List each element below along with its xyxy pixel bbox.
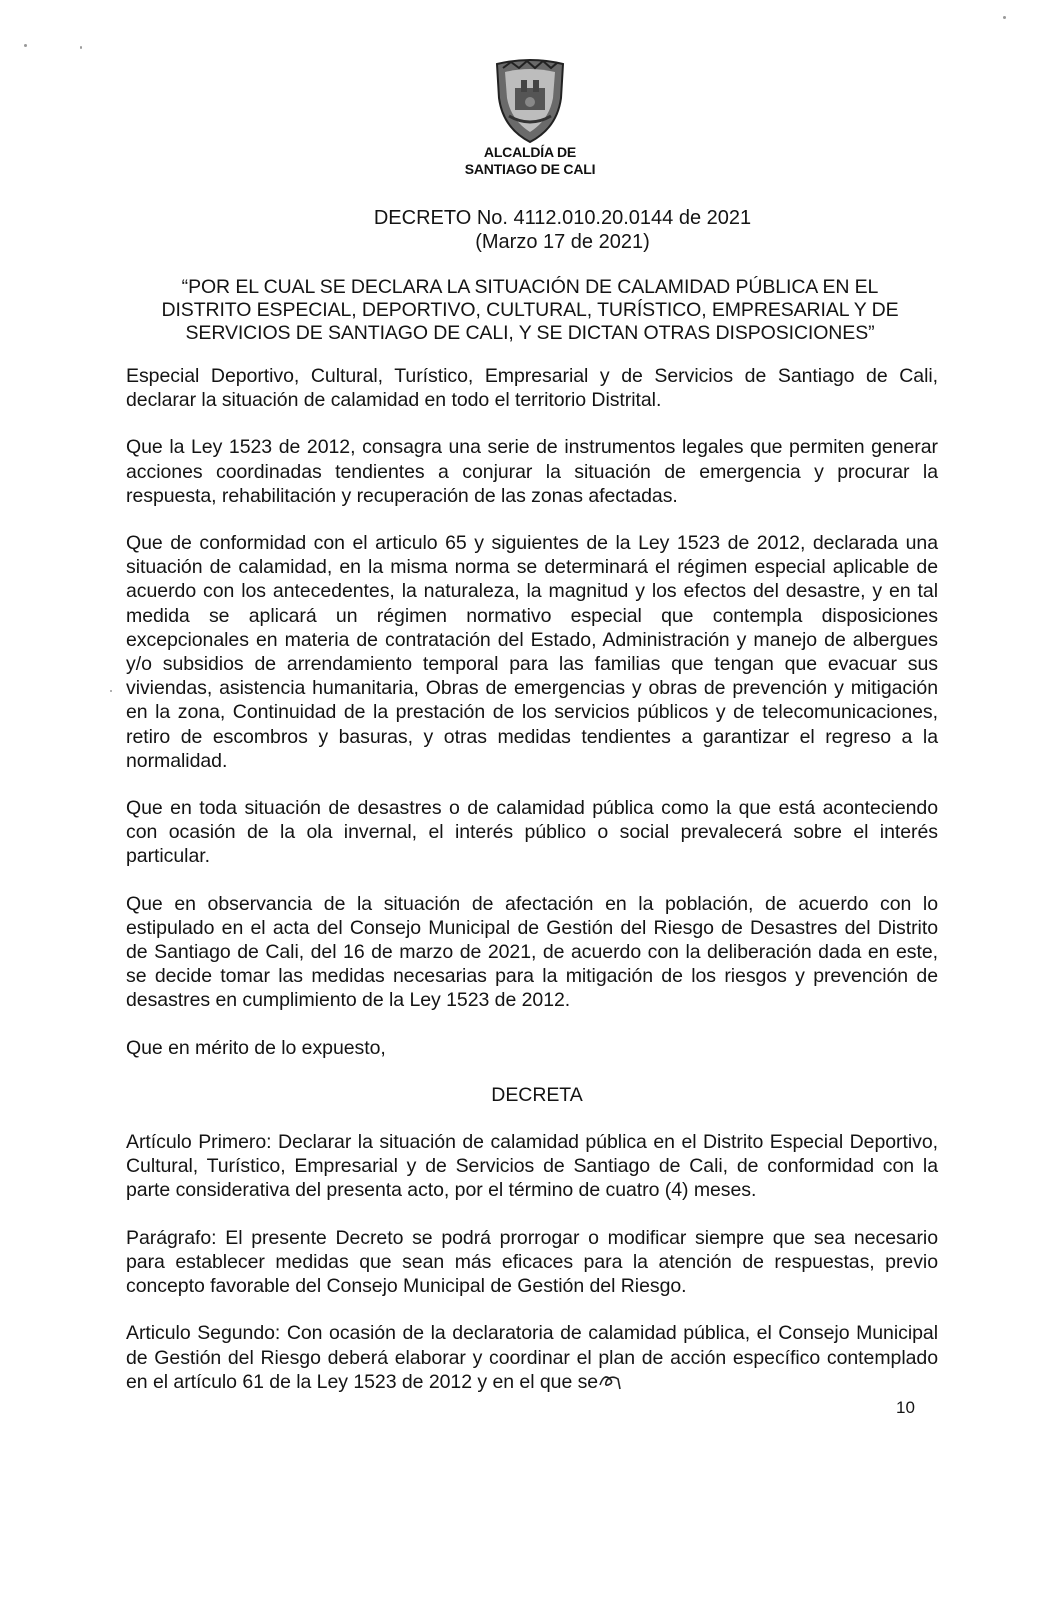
article-first: Artículo Primero: Declarar la situación de calamidad pública en el Distrito Especial Deportivo, Cultural, Turístico, Empresarial y de Servicios de Santiago de Cali, de conformidad con la parte considerativa del presenta acto, por el término de cuatro (4) meses.: [126, 1131, 938, 1202]
decree-title: [120, 276, 940, 345]
paragraph: Especial Deportivo, Cultural, Turístico, Empresarial y de Servicios de Santiago de Cali, declarar la situación de calamidad en todo el territorio Distrital.: [126, 365, 938, 412]
decree-date: (Marzo 17 de 2021): [475, 231, 650, 253]
article-paragraph: Parágrafo: El presente Decreto se podrá prorrogar o modificar siempre que sea necesario para establecer medidas que sean más eficaces para la atención de respuestas, previo concepto favorable del Consejo Municipal de Gestión del Riesgo.: [126, 1226, 938, 1298]
letterhead-line-2: SANTIAGO DE CALI: [464, 161, 596, 177]
handwritten-initial-icon: [598, 1371, 622, 1391]
article-second: [126, 1321, 938, 1394]
decree-title-line: SERVICIOS DE SANTIAGO DE CALI, Y SE DICTAN OTRAS DISPOSICIONES”: [185, 322, 875, 344]
scan-speck: [1003, 16, 1006, 19]
paragraph: Que en mérito de lo expuesto,: [126, 1036, 386, 1059]
decree-title-line: “POR EL CUAL SE DECLARA LA SITUACIÓN DE CALAMIDAD PÚBLICA EN EL: [181, 276, 879, 298]
decreta-heading: DECRETA: [491, 1083, 583, 1106]
letterhead-line-1: ALCALDÍA DE: [483, 144, 577, 160]
paragraph: Que la Ley 1523 de 2012, consagra una serie de instrumentos legales que permiten generar acciones coordinadas tendientes a conjurar la situación de emergencia y procurar la respuesta, rehabilitación y recuperación de las zonas afectadas.: [126, 436, 938, 507]
decree-header: [0, 206, 1053, 254]
paragraph: Que en toda situación de desastres o de calamidad pública como la que está aconteciendo con ocasión de la ola invernal, el interés público o social prevalecerá sobre el interés particular.: [126, 797, 938, 868]
scan-speck: [24, 44, 27, 47]
city-coat-of-arms-icon: [491, 58, 569, 144]
scan-speck: [80, 46, 82, 49]
scan-speck: [110, 690, 112, 692]
article-second-text: Articulo Segundo: Con ocasión de la declaratoria de calamidad pública, el Consejo Municipal de Gestión del Riesgo deberá elaborar y coordinar el plan de acción específico contemplado en el artículo 61 de la Ley 1523 de 2012 y en el que se: [126, 1322, 938, 1393]
decree-number: DECRETO No. 4112.010.20.0144 de 2021: [373, 207, 752, 229]
decree-title-line: DISTRITO ESPECIAL, DEPORTIVO, CULTURAL, TURÍSTICO, EMPRESARIAL Y DE: [161, 299, 899, 321]
page-number: 10: [896, 1398, 915, 1417]
letterhead: [440, 58, 620, 178]
paragraph: Que en observancia de la situación de afectación en la población, de acuerdo con lo estipulado en el acta del Consejo Municipal de Gestión del Riesgo de Desastres del Distrito de Santiago de Cali, del 16 de marzo de 2021, de acuerdo con la deliberación dada en este, se decide tomar las medidas necesarias para la mitigación de los riesgos y prevención de desastres en cumplimiento de la Ley 1523 de 2012.: [126, 892, 938, 1012]
document-body: [126, 364, 938, 1394]
paragraph: Que de conformidad con el articulo 65 y siguientes de la Ley 1523 de 2012, declarada una situación de calamidad, en la misma norma se determinará el régimen especial aplicable de acuerdo con los antecedentes, la naturaleza, la magnitud y los efectos del desastre, y en tal medida se aplicará un régimen normativo especial que contempla disposiciones excepcionales en materia de contratación del Estado, Administración y manejo de albergues y/o subsidios de arrendamiento temporal para las familias que tengan que evacuar sus viviendas, asistencia humanitaria, Obras de emergencias y obras de prevención y mitigación en la zona, Continuidad de la prestación de los servicios públicos y de telecomunicaciones, retiro de escombros y basuras, y otras medidas tendientes a garantizar el regreso a la normalidad.: [126, 532, 938, 772]
